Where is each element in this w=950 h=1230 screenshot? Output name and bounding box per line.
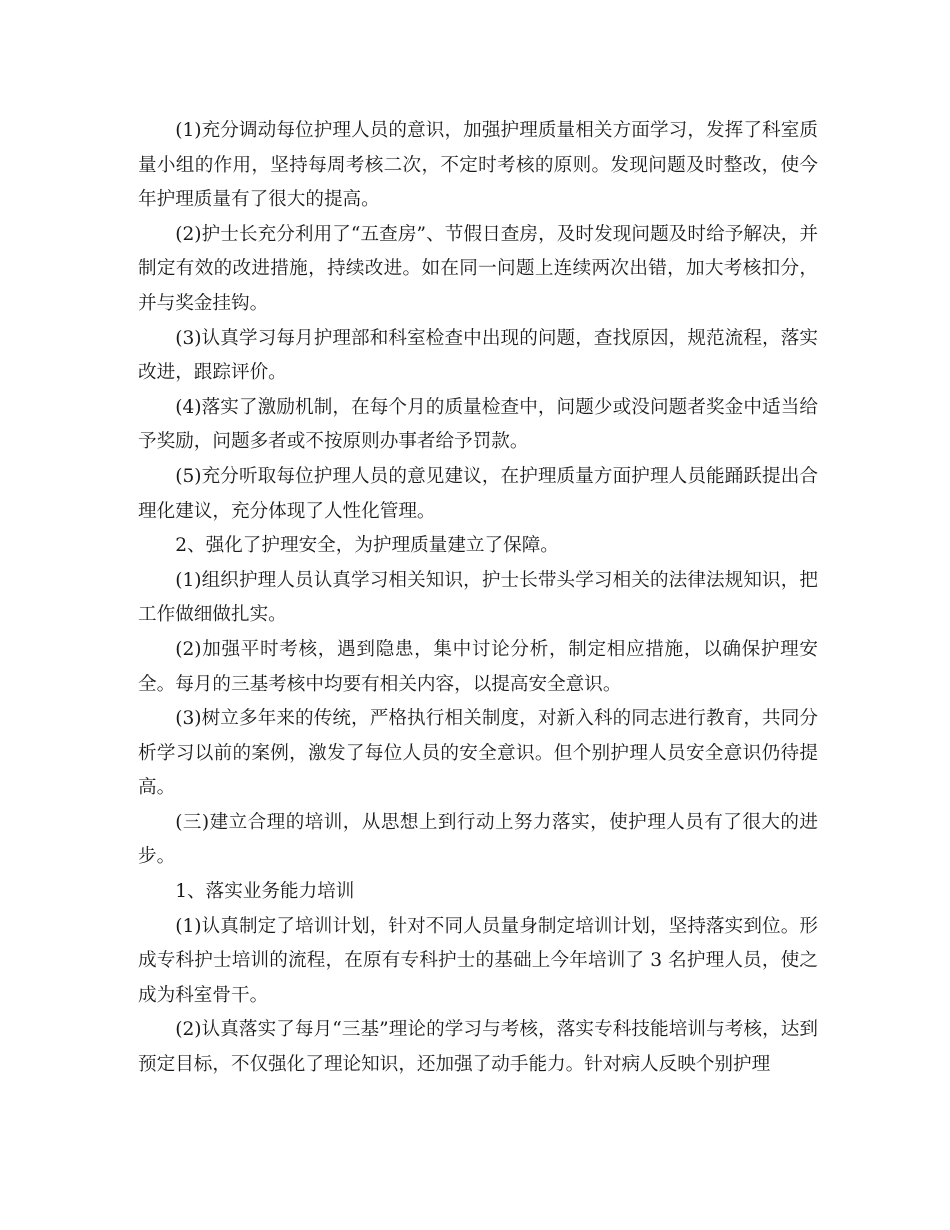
- subsection-heading-skills: 1、落实业务能力培训: [175, 881, 355, 903]
- paragraph-quality-2: (2)护士长充分利用了“五查房”、节假日查房，及时发现问题及时给予解决，并制定有效的改进措施，持续改进。如在同一问题上连续两次出错，加大考核扣分，并与奖金挂钩。: [138, 223, 818, 314]
- section-heading-training: (三)建立合理的培训，从思想上到行动上努力落实，使护理人员有了很大的进步。: [138, 811, 818, 868]
- paragraph-safety-1: (1)组织护理人员认真学习相关知识，护士长带头学习相关的法律法规知识，把工作做细做扎实。: [138, 569, 818, 626]
- paragraph-quality-1: (1)充分调动每位护理人员的意识，加强护理质量相关方面学习，发挥了科室质量小组的作用，坚持每周考核二次，不定时考核的原则。发现问题及时整改，使今年护理质量有了很大的提高。: [138, 120, 818, 211]
- paragraph-training-1: (1)认真制定了培训计划，针对不同人员量身制定培训计划，坚持落实到位。形成专科护士培训的流程，在原有专科护士的基础上今年培训了 3 名护理人员，使之成为科室骨干。: [138, 915, 818, 1006]
- section-heading-safety: 2、强化了护理安全，为护理质量建立了保障。: [175, 535, 559, 557]
- paragraph-safety-3: (3)树立多年来的传统，严格执行相关制度，对新入科的同志进行教育，共同分析学习以前的案例，激发了每位人员的安全意识。但个别护理人员安全意识仍待提高。: [138, 708, 818, 799]
- document-body: [138, 114, 818, 1083]
- paragraph-training-2: (2)认真落实了每月“三基”理论的学习与考核，落实专科技能培训与考核，达到预定目标，不仅强化了理论知识，还加强了动手能力。针对病人反映个别护理: [138, 1019, 818, 1076]
- paragraph-quality-5: (5)充分听取每位护理人员的意见建议，在护理质量方面护理人员能踊跃提出合理化建议，充分体现了人性化管理。: [138, 465, 818, 522]
- paragraph-quality-3: (3)认真学习每月护理部和科室检查中出现的问题，查找原因，规范流程，落实改进，跟踪评价。: [138, 327, 818, 384]
- paragraph-safety-2: (2)加强平时考核，遇到隐患，集中讨论分析，制定相应措施，以确保护理安全。每月的三基考核中均要有相关内容，以提高安全意识。: [138, 638, 818, 695]
- paragraph-quality-4: (4)落实了激励机制，在每个月的质量检查中，问题少或没问题者奖金中适当给予奖励，问题多者或不按原则办事者给予罚款。: [138, 396, 818, 453]
